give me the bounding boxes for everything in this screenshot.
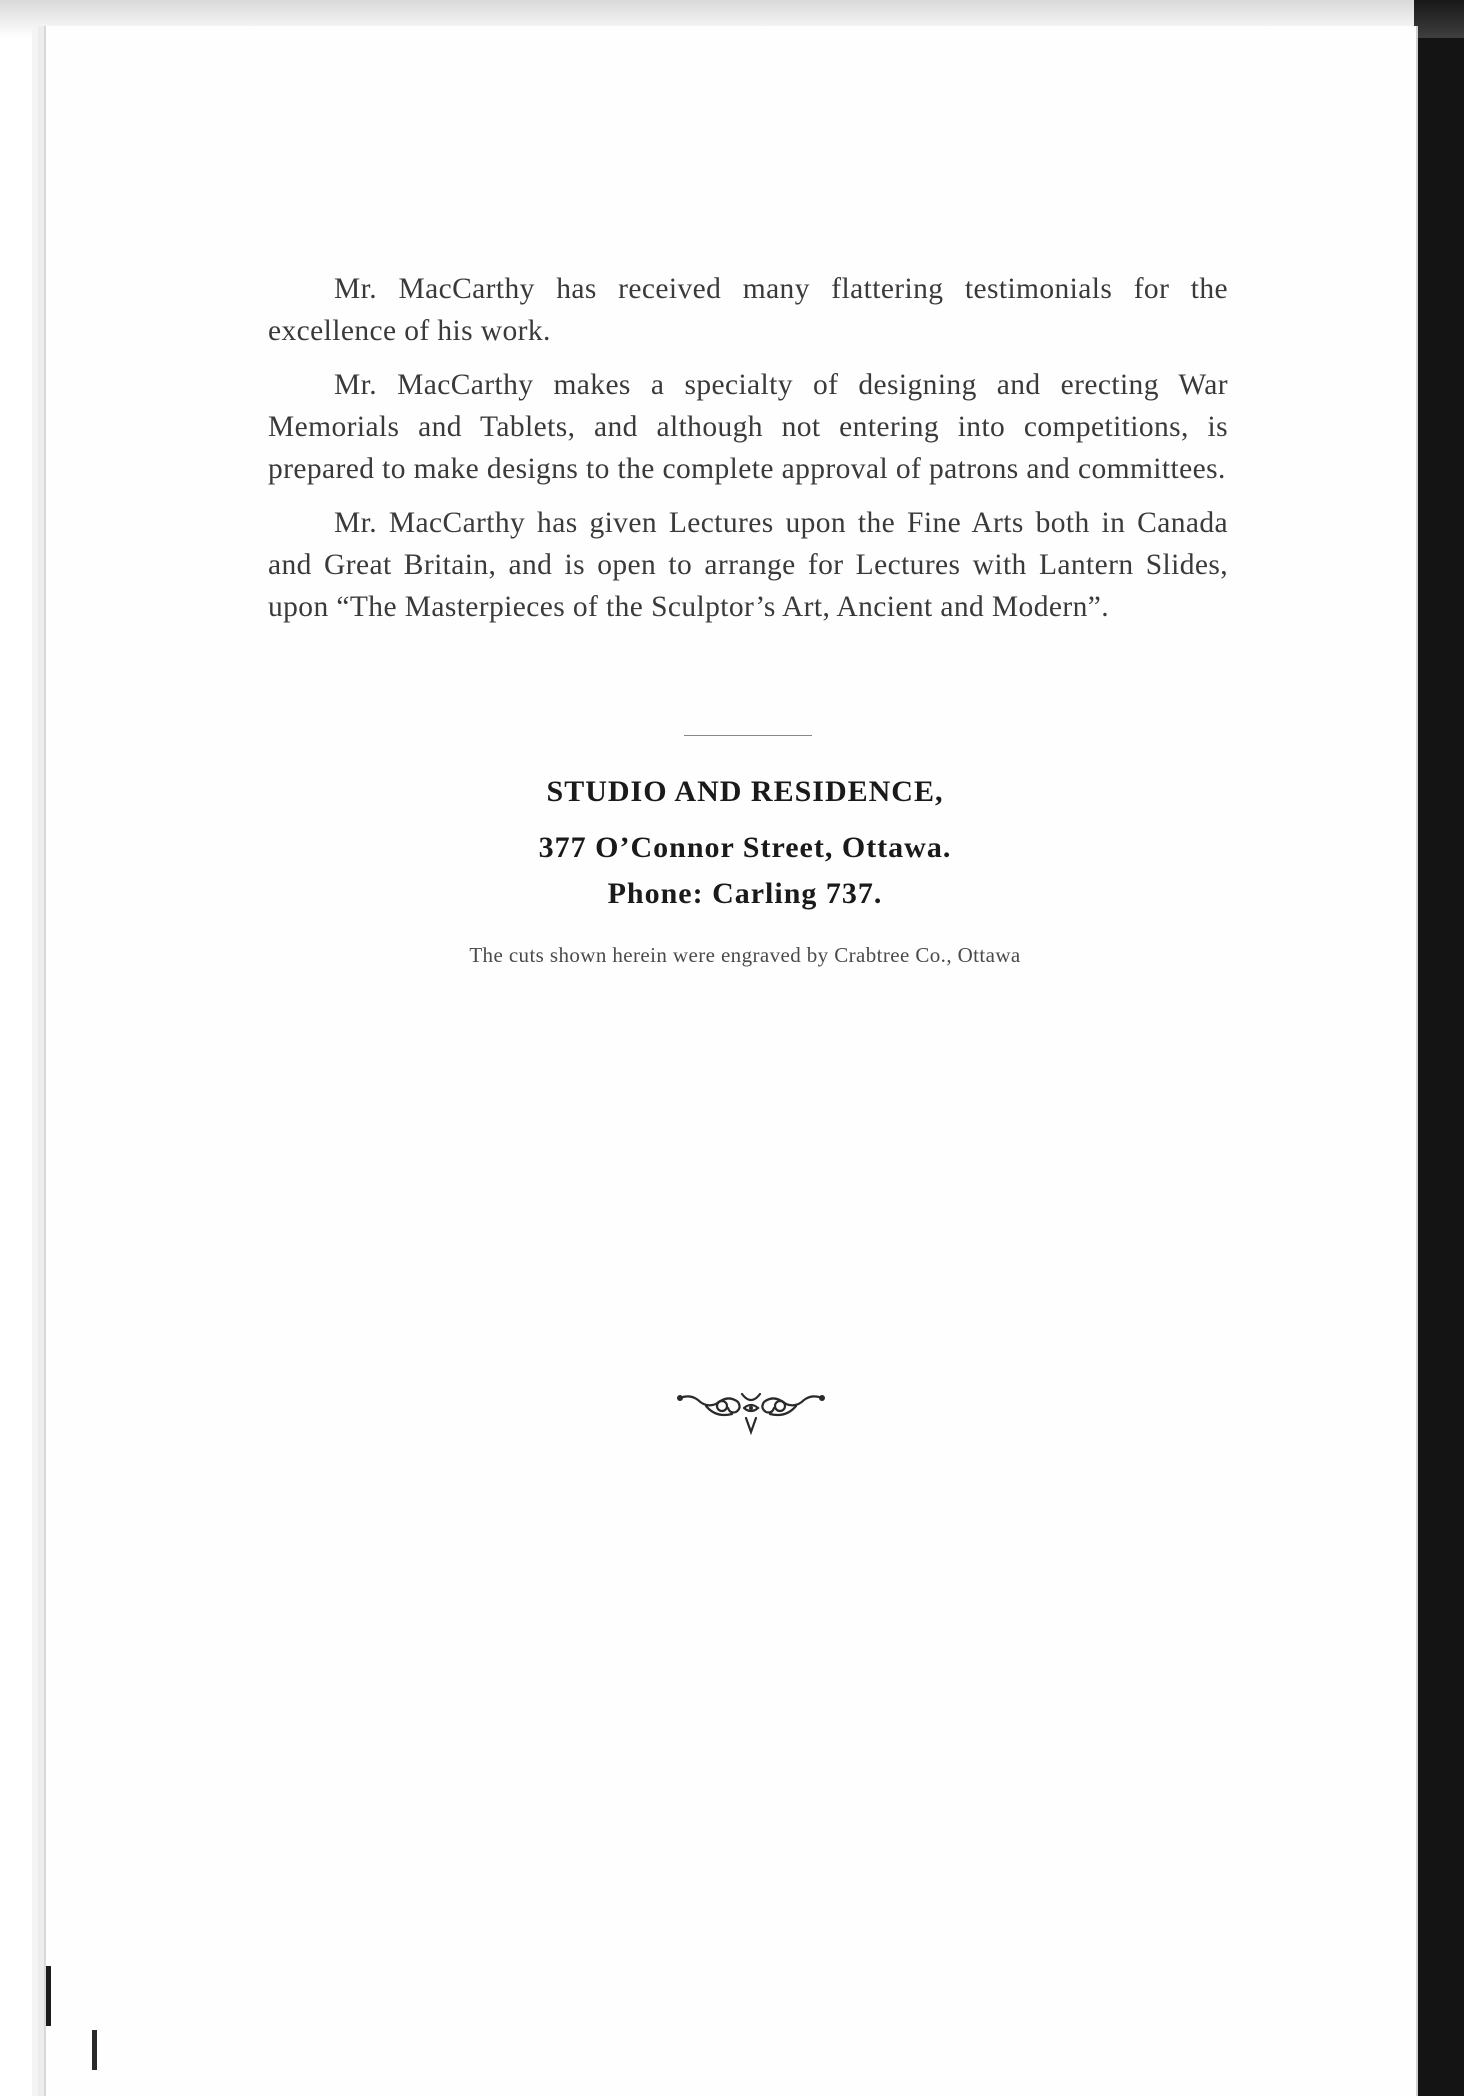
paragraph-testimonials: Mr. MacCarthy has received many flattering testimonials for the excellence of his work.	[268, 273, 1228, 347]
binding-mark	[46, 1966, 51, 2026]
address-street: 377 O’Connor Street, Ottawa.	[538, 831, 952, 864]
scanner-backdrop	[1414, 0, 1464, 2096]
address-heading: STUDIO AND RESIDENCE,	[546, 775, 944, 808]
paragraph-war-memorials: Mr. MacCarthy makes a specialty of designing and erecting War Memorials and Tablets, and although not entering into competitions, is prepared to make designs to the complete approval of patrons and committees.	[268, 369, 1228, 485]
body-text	[268, 268, 1228, 640]
paragraph-lectures: Mr. MacCarthy has given Lectures upon the Fine Arts both in Canada and Great Britain, and is open to arrange for Lectures with Lantern Slides, upon “The Masterpieces of the Sculptor’s Art, Ancient and Modern”.	[268, 507, 1228, 623]
address-phone: Phone: Carling 737.	[607, 877, 883, 910]
engraving-credit: The cuts shown herein were engraved by Crabtree Co., Ottawa	[469, 943, 1021, 967]
section-divider	[684, 735, 812, 736]
scroll-ornament-icon	[676, 1384, 826, 1440]
binding-mark-lower	[92, 2030, 97, 2070]
